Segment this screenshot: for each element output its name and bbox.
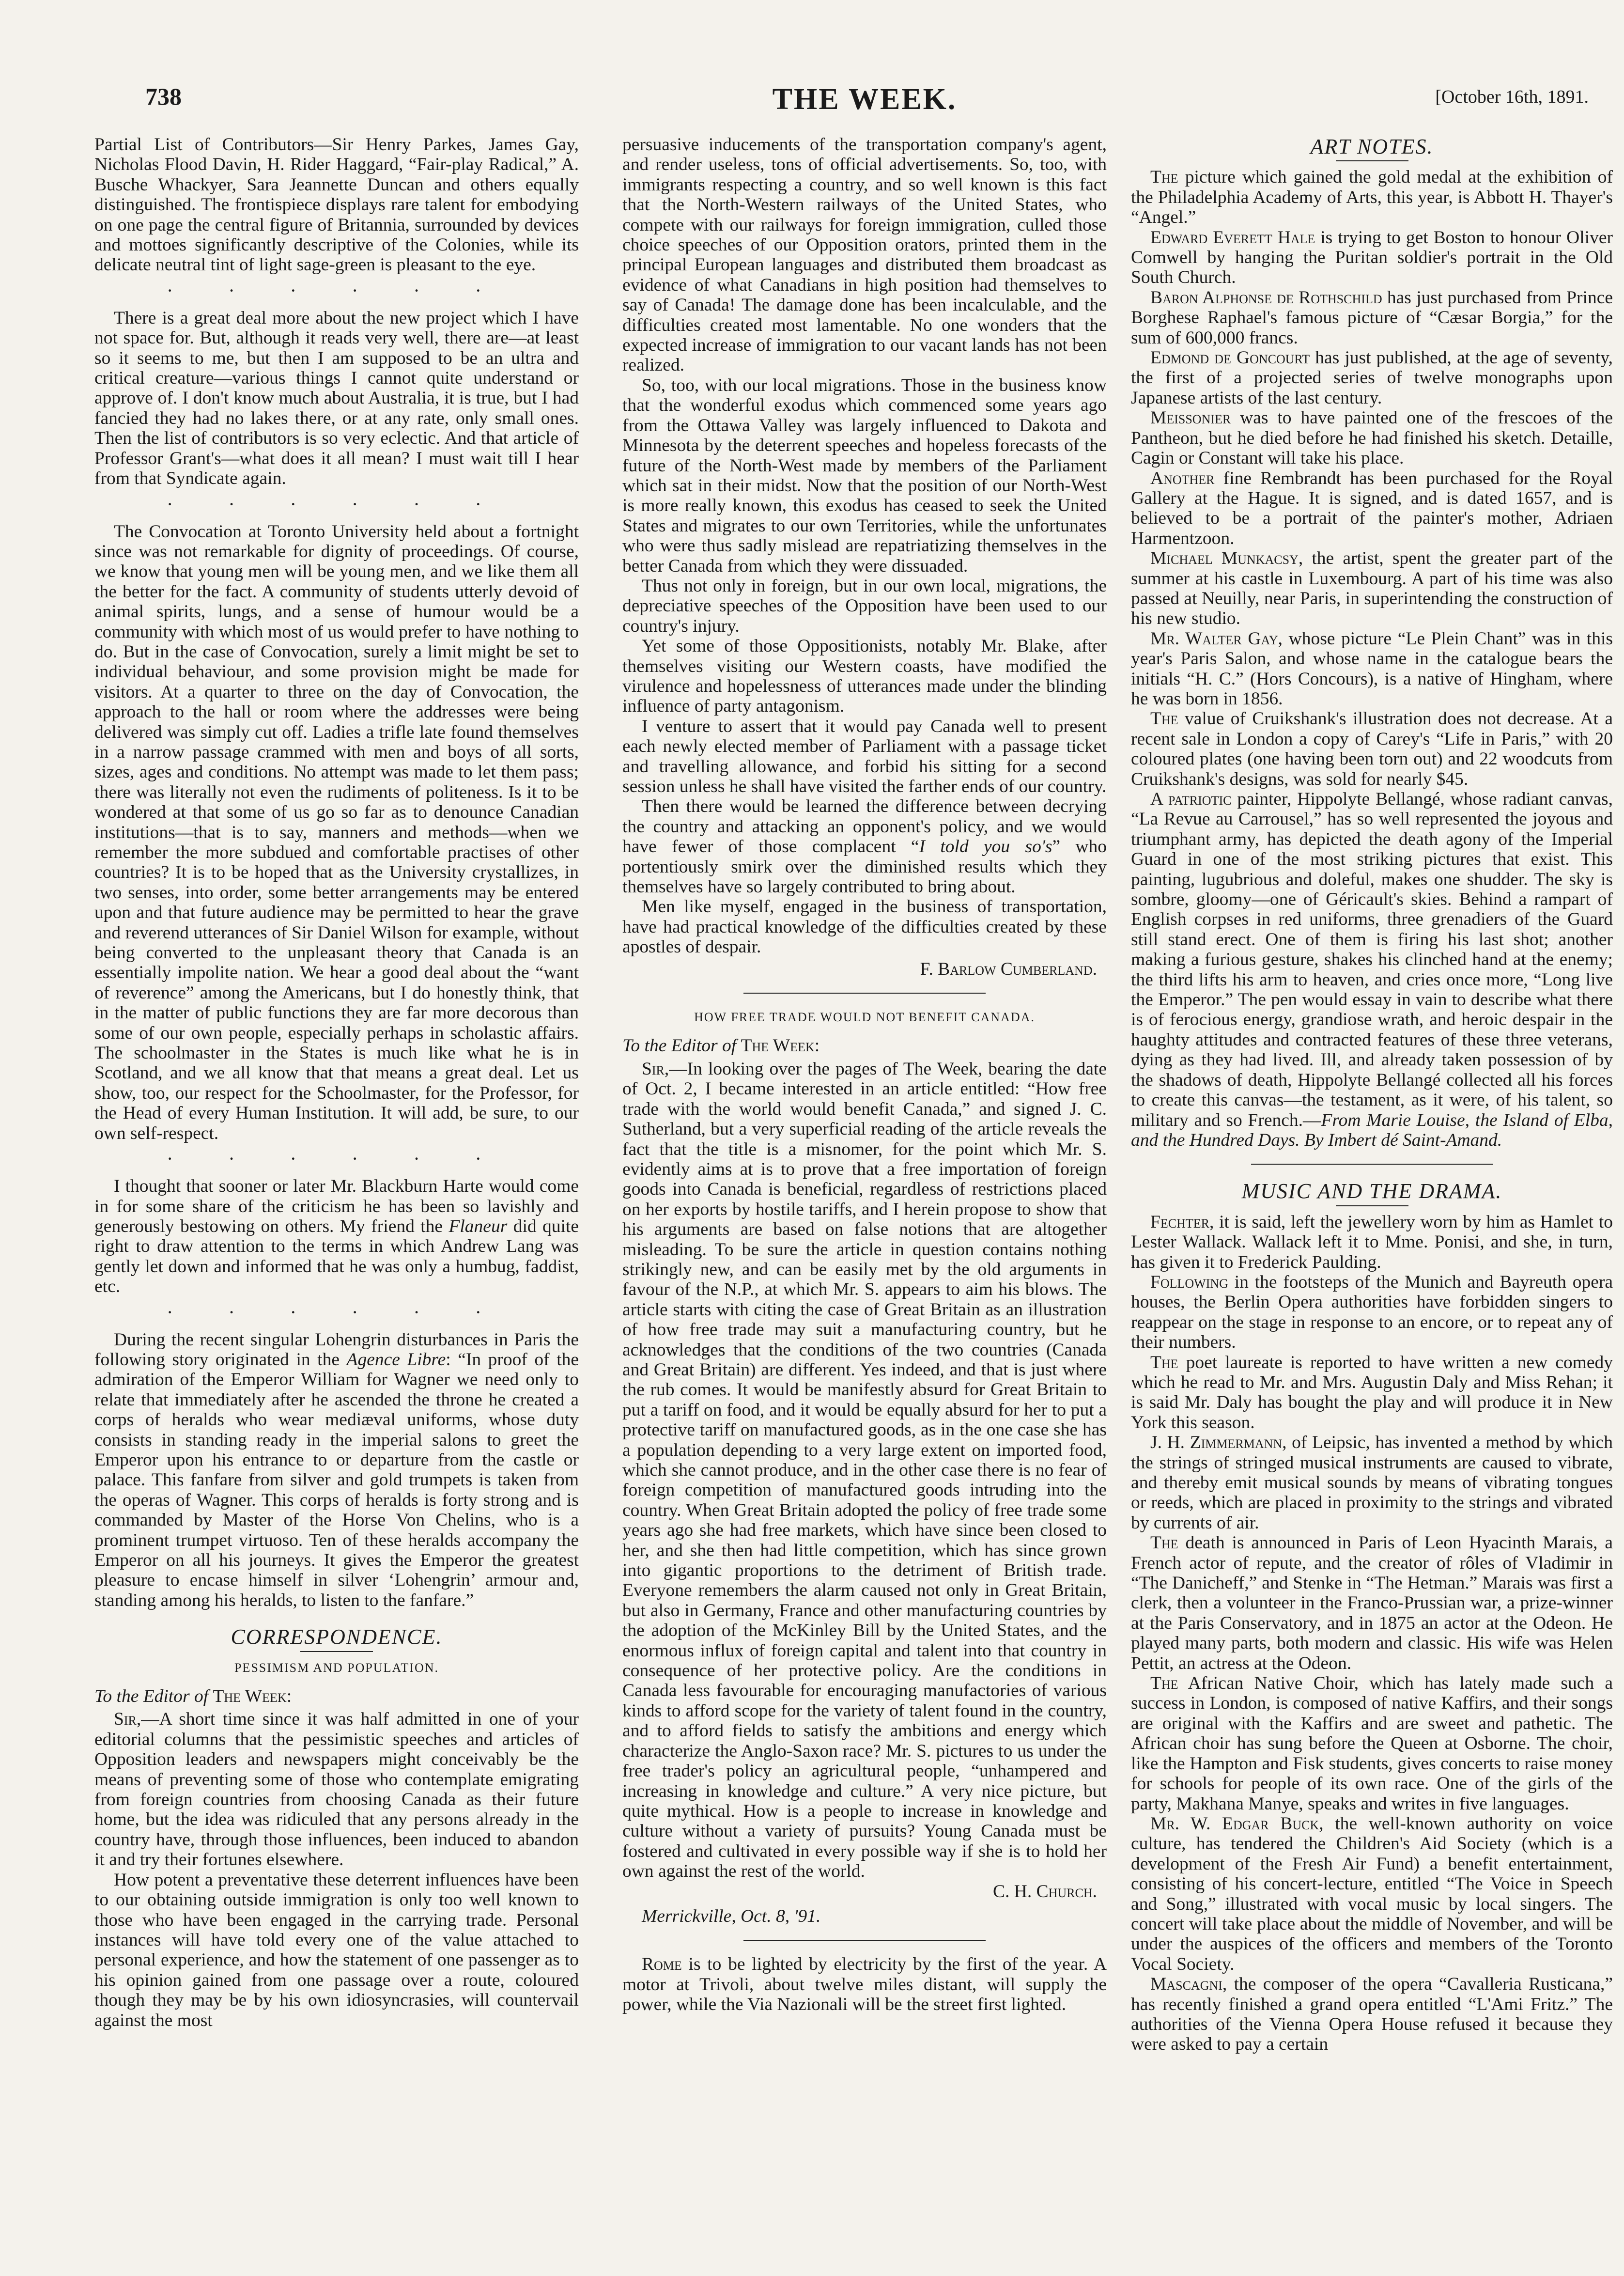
art-note: Mr. Walter Gay, whose picture “Le Plein Chant” was in this year's Paris Salon, and whose name in the catalogue bears the initials “H. C.” (Hors Concours), is a native of Hingham, where he was born in 1856.: [1131, 628, 1613, 709]
section-separator: · · · · · ·: [167, 1148, 507, 1170]
music-note: The death is announced in Paris of Leon Hyacinth Marais, a French actor of repute, and the creator of rôles of Vladimir in “The Danicheff,” and Stenke in “The Hetman.” Marais was first a clerk, then a volunteer in the Franco-Prussian war, a prize-winner at the Paris Conservatory, and in 1875 an actor at the Odeon. He played many parts, both modern and classic. His wife was Helen Pettit, an actress at the Odeon.: [1131, 1533, 1613, 1673]
pessimism-letter-p2: How potent a preventative these deterrent influences have been to our obtaining outside immigration is only too well known to those who have been engaged in the carrying trade. Personal instances will have told every one of the value attached to personal experience, and how the statement of one passenger as to his opinion gained from one passage over a route, coloured though they may be by his own idiosyncrasies, will countervail against the most: [94, 1870, 579, 2030]
art-note: Michael Munkacsy, the artist, spent the greater part of the summer at his castle in Luxembourg. A part of his time was also passed at Neuilly, near Paris, in superintending the construction of his new studio.: [1131, 548, 1613, 629]
music-notes-list: [1131, 1212, 1613, 2055]
art-note: Baron Alphonse de Rothschild has just purchased from Prince Borghese Raphael's famous picture of “Cæsar Borgia,” for the sum of 600,000 francs.: [1131, 287, 1613, 348]
editor-salutation: To the Editor of The Week:: [622, 1036, 820, 1056]
column-3: [1131, 135, 1613, 2055]
free-trade-letter: Sir,—In looking over the pages of The Week, bearing the date of Oct. 2, I became interested in an article entitled: “How free trade with the world would benefit Canada,” and signed J. C. Sutherland, but a very superficial reading of the article reveals the fact that the title is a misnomer, for the point which Mr. S. evidently aims at is to prove that a free importation of foreign goods into Canada is beneficial, regardless of restrictions placed on her exports by hostile tariffs, and I herein propose to show that his arguments are based on false notions that are altogether misleading. To be sure the article in question contains nothing strikingly new, and can be easily met by the old arguments in favour of the N.P., at which Mr. S. appears to aim his blows. The article starts with citing the case of Great Britain as an illustration of how free trade may suit a manufacturing country, but he acknowledges that the conditions of the two countries (Canada and Great Britain) are different. Yes indeed, and that is just where the rub comes. It would be manifestly absurd for Great Britain to put a tariff on food, and it would be equally absurd for her to put a protective tariff on manufactured goods, as in the one case she has a population depending to a very large extent on imported food, which she cannot produce, and in the other case there is no fear of foreign competition of manufactured goods intruding into the country. When Great Britain adopted the policy of free trade some years ago she had free markets, which have since been closed to her, and she then had little competition, which has since grown into gigantic proportions to the detriment of British trade. Everyone remembers the alarm caused not only in Great Britain, but also in Germany, France and other manufacturing countries by the adoption of the McKinley Bill by the United States, and the enormous influx of foreign capital and talent into that country in consequence of her protective policy. Are the conditions in Canada less favourable for encouraging manufactories of various kinds to afford scope for the variety of talent found in the country, and to afford fields to satisfy the ambitions and energy which characterize the Anglo-Saxon race? Mr. S. pictures to us under the free trader's policy an agricultural people, “unhampered and increasing in knowledge and culture.” A very nice picture, but quite mythical. How is a people to increase in knowledge and culture without a variety of pursuits? Young Canada must be fostered and cultivated in every possible way if she is to hold her own against the rest of the world.: [622, 1059, 1107, 1882]
project-paragraph: There is a great deal more about the new project which I have not space for. But, although it reads very well, there are—at least so it seems to me, but then I am supposed to be an ultra and critical creature—various things I cannot quite understand or approve of. I don't know much about Australia, it is true, but I had fancied they had no lakes there, or at any rate, only small ones. Then the list of contributors is so very eclectic. And that article of Professor Grant's—what does it all mean? I must wait till I hear from that Syndicate again.: [94, 308, 579, 489]
music-note: J. H. Zimmermann, of Leipsic, has invented a method by which the strings of stringed musical instruments are caused to vibrate, and thereby emit musical sounds by means of vibrating tongues or reeds, which are placed in proximity to the strings and vibrated by currents of air.: [1131, 1433, 1613, 1533]
art-note: The picture which gained the gold medal at the exhibition of the Philadelphia Academy of Arts, this year, is Abbott H. Thayer's “Angel.”: [1131, 167, 1613, 228]
section-separator: · · · · · ·: [167, 1301, 507, 1323]
section-rule: [743, 1940, 986, 1941]
rome-electricity-paragraph: Rome is to be lighted by electricity by the first of the year. A motor at Trivoli, about twelve miles distant, will supply the power, while the Via Nazionali will be the street first lighted.: [622, 1954, 1107, 2015]
music-note: Mascagni, the composer of the opera “Cavalleria Rusticana,” has recently finished a grand opera entitled “L'Ami Fritz.” The authorities of the Vienna Opera House refused it because they were asked to pay a certain: [1131, 1974, 1613, 2055]
page-number: 738: [145, 83, 182, 110]
art-note: Another fine Rembrandt has been purchased for the Royal Gallery at the Hague. It is signed, and is dated 1657, and is believed to be a portrait of the painter's mother, Adriaen Harmentzoon.: [1131, 468, 1613, 548]
harte-paragraph: I thought that sooner or later Mr. Blackburn Harte would come in for some share of the criticism he has been so lavishly and generously bestowing on others. My friend the Flaneur did quite right to draw attention to the terms in which Andrew Lang was gently let down and informed that he was only a humbug, faddist, etc.: [94, 1176, 579, 1297]
art-note: Edmond de Goncourt has just published, at the age of seventy, the first of a projected series of twelve monographs upon Japanese artists of the last century.: [1131, 348, 1613, 408]
music-note: The African Native Choir, which has lately made such a success in London, is composed of native Kaffirs, and their songs are original with the Kaffirs and are sweet and pathetic. The African choir has sung before the Queen at Osborne. The choir, like the Hampton and Fisk students, gives concerts to raise money for schools for people of its own race. One of the girls of the party, Makhana Manye, speaks and writes in five languages.: [1131, 1673, 1613, 1814]
column-2: [622, 135, 1107, 2015]
masthead-title: THE WEEK.: [772, 83, 957, 116]
letter-signature: C. H. Church.: [993, 1881, 1097, 1902]
pessimism-subheading: PESSIMISM AND POPULATION.: [234, 1660, 439, 1675]
art-note: Edward Everett Hale is trying to get Boston to honour Oliver Comwell by hanging the Puritan soldier's portrait in the Old South Church.: [1131, 227, 1613, 288]
music-drama-heading: MUSIC AND THE DRAMA.: [1241, 1179, 1502, 1203]
page-header: [140, 82, 1589, 126]
heading-rule: [1336, 1205, 1408, 1206]
art-note-patriotic: A patriotic painter, Hippolyte Bellangé, whose radiant canvas, “La Revue au Carrousel,” has so well represented the joyous and triumphant army, has depicted the death agony of the Imperial Guard in one of the most striking pictures that exist. This painting, lugubrious and doleful, makes one shudder. The sky is sombre, gloomy—one of Géricault's skies. Behind a rampart of English corpses in red uniforms, three grenadiers of the Guard still stand erect. One of them is firing his last shot; another making a furious gesture, shakes his clinched hand at the enemy; the third lifts his arm to heaven, and cries once more, “Long live the Emperor.” The pen would essay in vain to describe what there is of ferocious energy, grandiose wrath, and heroic despair in the haughty attitudes and contracted features of these three veterans, dying as they had lived. Ill, and already taken possession of by the shadows of death, Hippolyte Bellangé collected all his forces to create this canvas—the testament, as it were, of his talent, so military and so French.—From Marie Louise, the Island of Elba, and the Hundred Days. By Imbert dé Saint-Amand.: [1131, 789, 1613, 1150]
letter-continued-p1: persuasive inducements of the transportation company's agent, and render useless, tons of official advertisements. So, too, with immigrants respecting a country, and so well known is this fact that the North-Western railways of the United States, who compete with our railways for foreign immigration, culled those choice speeches of our Opposition orators, printed them in the principal European languages and distributed them broadcast as evidence of what Canadians in high position had themselves to say of Canada! The damage done has been incalculable, and the difficulties created most lamentable. No one wonders that the expected increase of immigration to our vacant lands has not been realized.: [622, 135, 1107, 375]
letter-continued-p4: Yet some of those Oppositionists, notably Mr. Blake, after themselves visiting our Western coasts, have modified the virulence and hopelessness of utterances made under the blinding influence of party antagonism.: [622, 636, 1107, 717]
free-trade-heading: HOW FREE TRADE WOULD NOT BENEFIT CANADA.: [694, 1010, 1035, 1025]
contributors-paragraph: Partial List of Contributors—Sir Henry Parkes, James Gay, Nicholas Flood Davin, H. Rider Haggard, “Fair-play Radical,” A. Busche Whackyer, Sara Jeannette Duncan and others equally distinguished. The frontispiece displays rare talent for embodying on one page the central figure of Britannia, surrounded by devices and mottoes significantly descriptive of the Colonies, while its delicate neutral tint of light sage-green is pleasant to the eye.: [94, 135, 579, 275]
music-note: Fechter, it is said, left the jewellery worn by him as Hamlet to Lester Wallack. Wallack left it to Mme. Ponisi, and she, in turn, has given it to Frederick Paulding.: [1131, 1212, 1613, 1272]
convocation-paragraph: The Convocation at Toronto University held about a fortnight since was not remarkable for dignity of proceedings. Of course, we know that young men will be young men, and we like them all the better for the fact. A community of students utterly devoid of animal spirits, lungs, and a sense of humour would be a community with which most of us would prefer to have nothing to do. But in the case of Convocation, surely a limit might be set to individual behaviour, and some provision might be made for visitors. At a quarter to three on the day of Convocation, the approach to the hall or room where the addresses were being delivered was simply cut off. Ladies a trifle late found themselves in a narrow passage crammed with men and boys of all sorts, sizes, ages and conditions. No attempt was made to let them pass; there was literally not even the rudiments of politeness. Is it to be wondered at that some of us go so far as to denounce Canadian institutions—that is to say, manners and methods—when we remember the more subdued and comfortable practises of other countries? It is to be hoped that as the University crystallizes, in two senses, into order, some better arrangements may be entered upon and that future audience may be permitted to hear the grave and reverend utterances of Sir Daniel Wilson for example, without being converted to the unpleasant theory that Canada is an essentially impolite nation. We hear a good deal about the “want of reverence” among the Americans, but I do honestly think, that in the matter of public functions they are far more decorous than some of our own people, especially perhaps in scholastic affairs. The schoolmaster in the States is much like what he is in Scotland, and we all know that that means a great deal. Let us show, too, our respect for the Schoolmaster, for the Professor, for the Head of every Human Institution. It will add, be sure, to our own self-respect.: [94, 521, 579, 1143]
letter-signature: F. Barlow Cumberland.: [920, 959, 1097, 979]
heading-rule: [1336, 160, 1408, 161]
issue-date: [October 16th, 1891.: [1435, 87, 1589, 107]
heading-rule: [300, 1651, 373, 1652]
letter-place-date: Merrickville, Oct. 8, '91.: [642, 1906, 821, 1926]
letter-continued-p3: Thus not only in foreign, but in our own local, migrations, the depreciative speeches of the Opposition have been used to our country's injury.: [622, 576, 1107, 636]
art-note: The value of Cruikshank's illustration does not decrease. At a recent sale in London a copy of Carey's “Life in Paris,” with 20 coloured plates (one having been torn out) and 22 woodcuts from Cruikshank's designs, was sold for nearly $45.: [1131, 709, 1613, 789]
art-notes-list: [1131, 167, 1613, 789]
letter-continued-p7: Men like myself, engaged in the business of transportation, have had practical knowledge of the difficulties created by these apostles of despair.: [622, 897, 1107, 957]
music-note: The poet laureate is reported to have written a new comedy which he read to Mr. and Mrs. Augustin Daly and Miss Rehan; it is said Mr. Daly has bought the play and will produce it in New York this season.: [1131, 1352, 1613, 1433]
column-1: [94, 135, 579, 2030]
music-note: Following in the footsteps of the Munich and Bayreuth opera houses, the Berlin Opera authorities have forbidden singers to reappear on the stage in response to an encore, or to repeat any of their numbers.: [1131, 1272, 1613, 1353]
section-separator: · · · · · ·: [167, 279, 507, 301]
art-note: Meissonier was to have painted one of the frescoes of the Pantheon, but he died before he had finished his sketch. Detaille, Cagin or Constant will take his place.: [1131, 408, 1613, 468]
letter-continued-p6: Then there would be learned the difference between decrying the country and attacking an opponent's policy, and we would have fewer of those complacent “I told you so's” who portentiously smirk over the diminished results which they themselves have so largely contributed to bring about.: [622, 796, 1107, 897]
editor-salutation: To the Editor of The Week:: [94, 1686, 292, 1707]
section-rule: [743, 993, 986, 994]
letter-continued-p5: I venture to assert that it would pay Canada well to present each newly elected member of Parliament with a passage ticket and travelling allowance, and forbid his sitting for a second session unless he shall have visited the farther ends of our country.: [622, 716, 1107, 796]
lohengrin-paragraph: During the recent singular Lohengrin disturbances in Paris the following story originated in the Agence Libre: “In proof of the admiration of the Emperor William for Wagner we need only to relate that immediately after he ascended the throne he created a corps of heralds who wear mediæval uniforms, whose duty consists in standing ready in the imperial salons to greet the Emperor upon his entrance to or departure from the castle or palace. This fanfare from silver and gold trumpets is taken from the operas of Wagner. This corps of heralds is forty strong and is commanded by Master of the Horse Von Chelins, who is a prominent trumpet virtuoso. Ten of these heralds accompany the Emperor on all his journeys. It gives the Emperor the greatest pleasure to encase himself in silver ‘Lohengrin’ armour and, standing among his heralds, to listen to the fanfare.”: [94, 1329, 579, 1610]
pessimism-letter-p1: Sir,—A short time since it was half admitted in one of your editorial columns that the pessimistic speeches and articles of Opposition leaders and newspapers might conceivably be the means of preventing some of those who contemplate emigrating from foreign countries from choosing Canada as their future home, but the idea was ridiculed that any persons already in the country have, through those influences, been induced to abandon it and try their fortunes elsewhere.: [94, 1709, 579, 1870]
section-rule: [1251, 1164, 1493, 1165]
letter-continued-p2: So, too, with our local migrations. Those in the business know that the wonderful exodus which commenced some years ago from the Ottawa Valley was largely influenced to Dakota and Minnesota by the deterrent speeches and hopeless forecasts of the future of the North-West made by members of the Parliament which sat in their midst. Now that the position of our North-West is more really known, this exodus has ceased to seek the United States and migrates to our own Territories, while the unfortunates who were thus sadly mislead are repatriatizing themselves in the better Canada from which they were dissuaded.: [622, 375, 1107, 576]
correspondence-heading: CORRESPONDENCE.: [231, 1625, 443, 1649]
music-note: Mr. W. Edgar Buck, the well-known authority on voice culture, has tendered the Children's Aid Society (which is a development of the Fresh Air Fund) a benefit entertainment, consisting of his concert-lecture, entitled “The Voice in Speech and Song,” illustrated with vocal music by local singers. The concert will take place about the middle of November, and will be under the auspices of the officers and members of the Toronto Vocal Society.: [1131, 1813, 1613, 1974]
art-notes-heading: ART NOTES.: [1310, 135, 1434, 158]
section-separator: · · · · · ·: [167, 493, 507, 515]
